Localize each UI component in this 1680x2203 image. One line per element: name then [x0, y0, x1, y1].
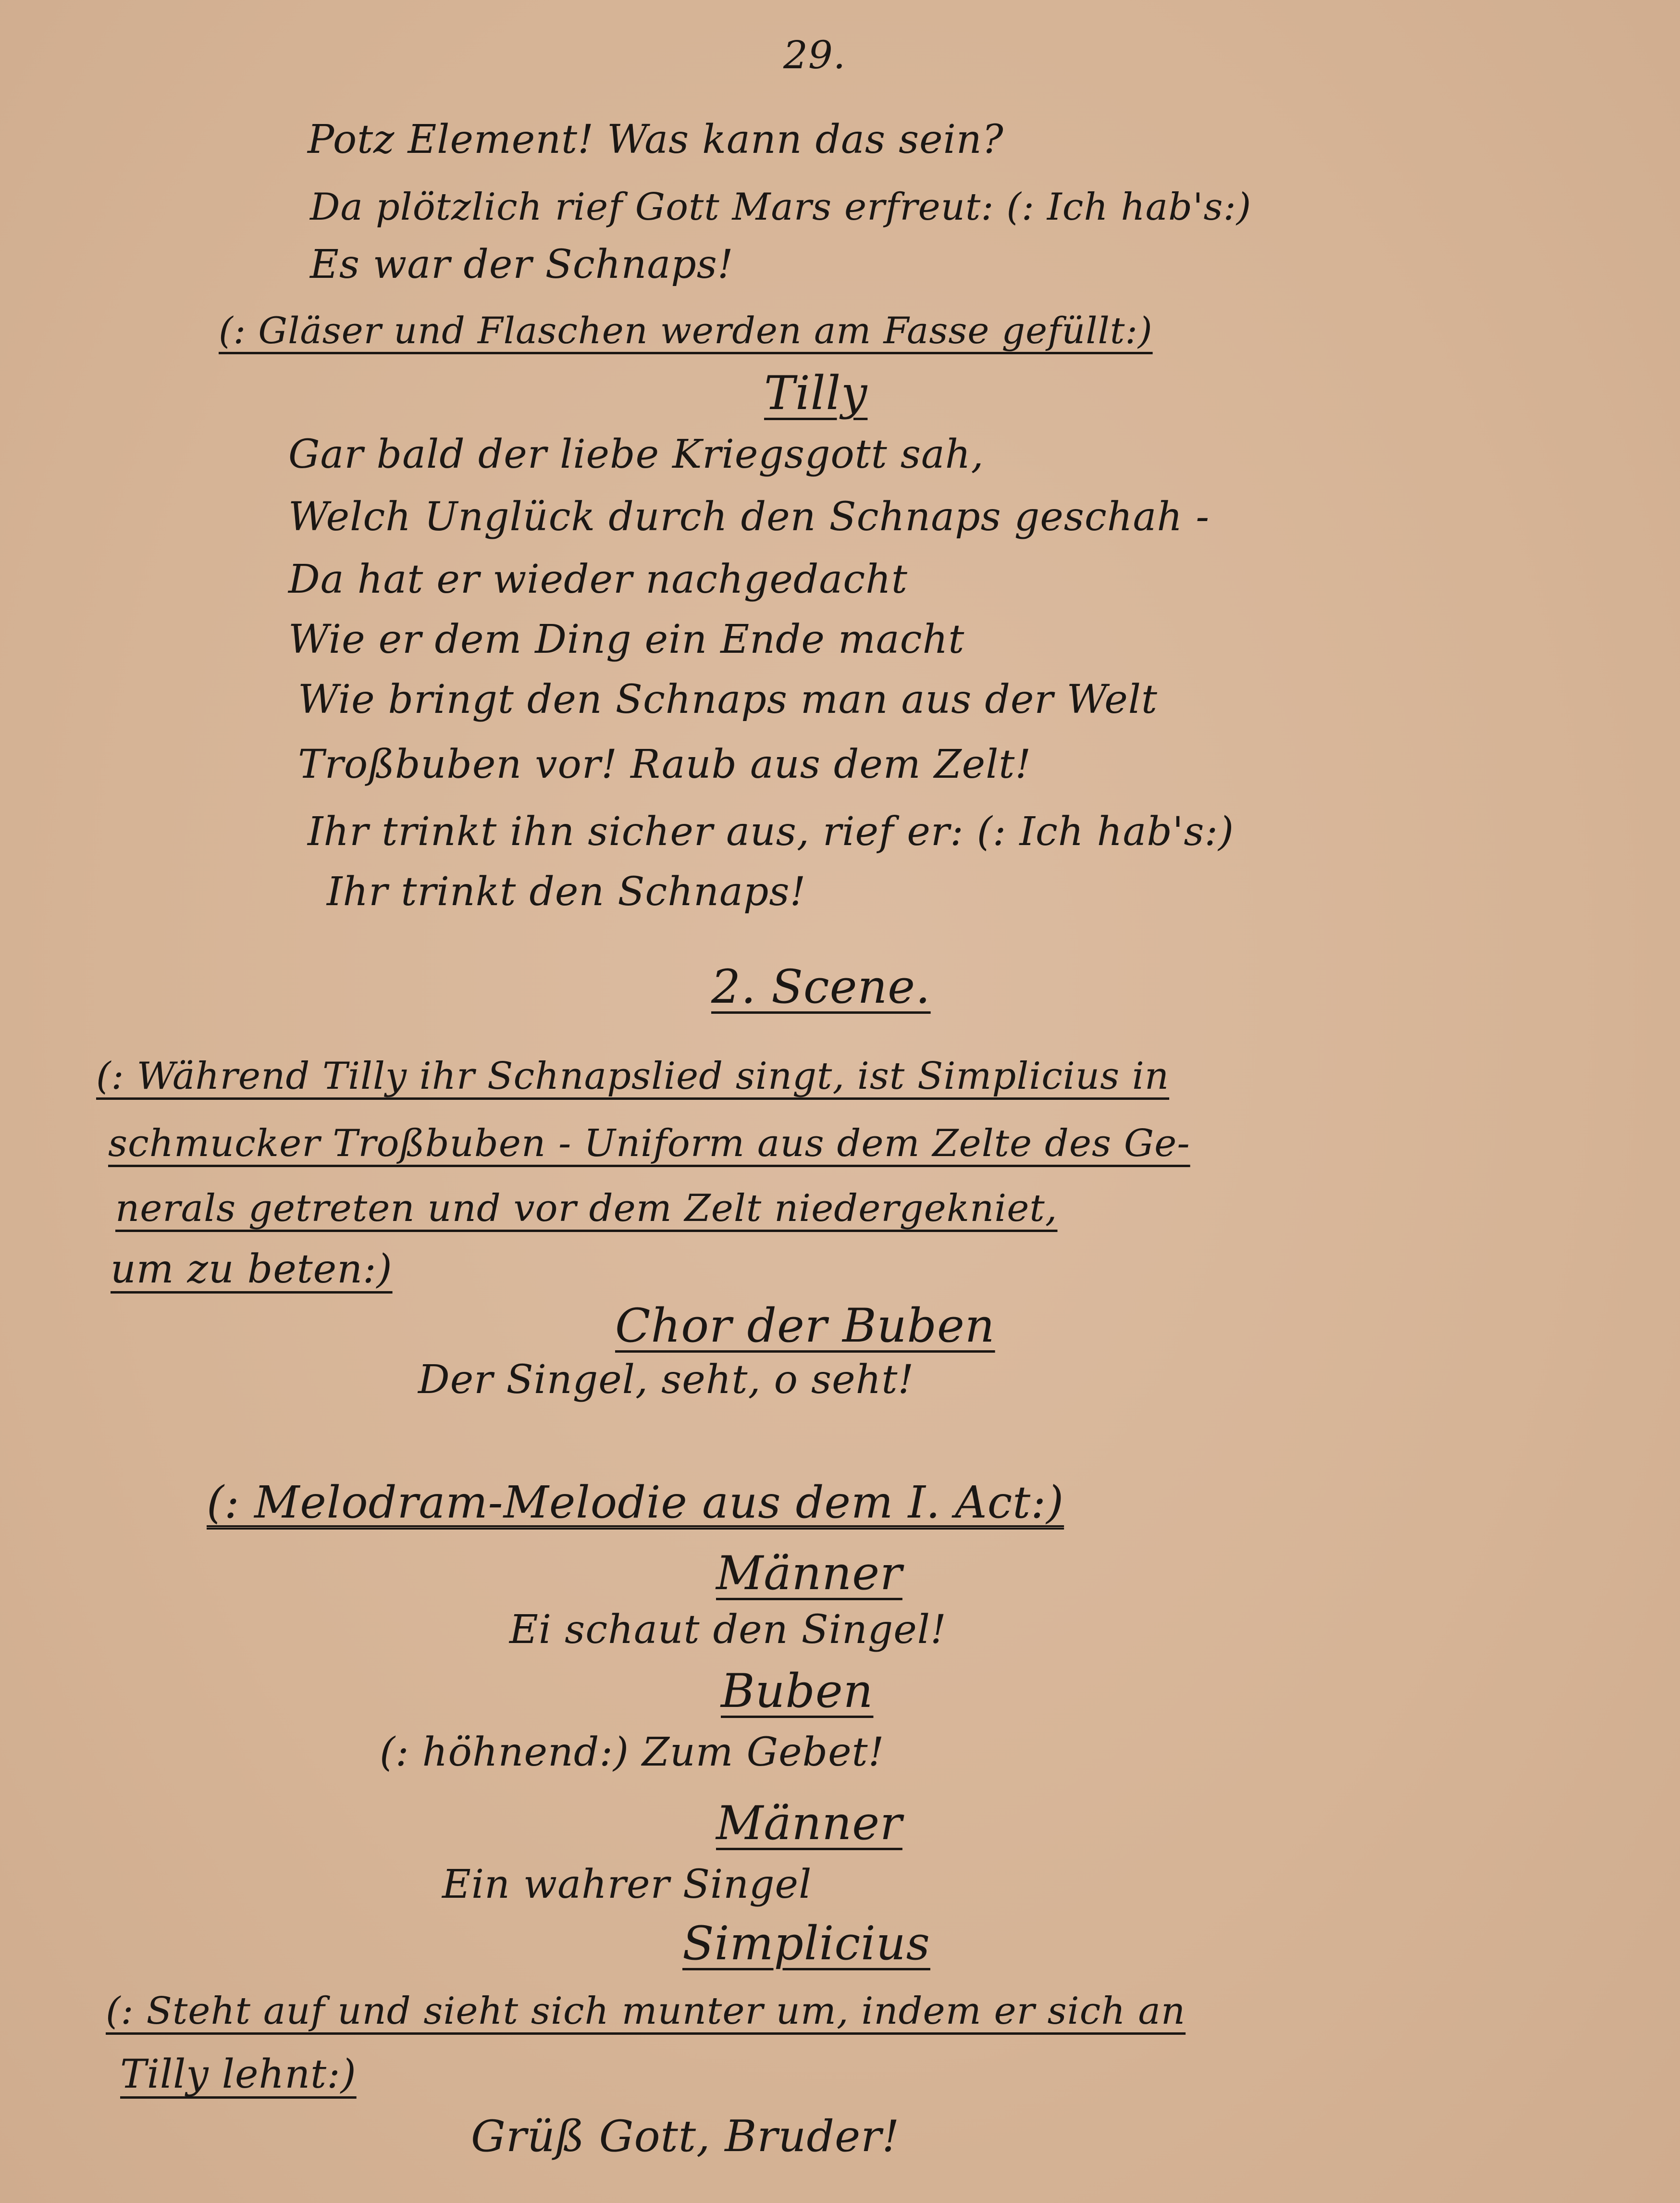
stage-direction: Tilly lehnt:) — [120, 2052, 357, 2097]
song-line: Da hat er wieder nachgedacht — [288, 557, 908, 602]
text-line: Ei schaut den Singel! — [509, 1607, 947, 1653]
stage-direction: um zu beten:) — [111, 1246, 393, 1292]
speaker-name: Männer — [716, 1796, 902, 1850]
song-line: Wie bringt den Schnaps man aus der Welt — [298, 677, 1158, 722]
stage-direction: (: Steht auf und sieht sich munter um, indem er sich an — [106, 1990, 1186, 2033]
stage-direction: schmucker Troßbuben - Uniform aus dem Zelte des Ge- — [108, 1122, 1190, 1165]
text-line: Grüß Gott, Bruder! — [471, 2111, 900, 2162]
text-line: (: höhnend:) Zum Gebet! — [380, 1730, 885, 1775]
song-line: Troßbuben vor! Raub aus dem Zelt! — [298, 742, 1032, 787]
speaker-name: Tilly — [764, 366, 868, 420]
song-line: Ihr trinkt den Schnaps! — [327, 869, 806, 915]
speaker-name: Buben — [721, 1664, 874, 1718]
stage-direction: (: Melodram-Melodie aus dem I. Act:) — [207, 1477, 1064, 1528]
song-line: Wie er dem Ding ein Ende macht — [288, 617, 965, 662]
speaker-name: Männer — [716, 1546, 902, 1600]
song-line: Ihr trinkt ihn sicher aus, rief er: (: Ich hab's:) — [308, 809, 1235, 855]
scene-heading: 2. Scene. — [711, 960, 931, 1014]
text-line: Es war der Schnaps! — [310, 242, 734, 287]
speaker-name: Simplicius — [682, 1917, 930, 1970]
stage-direction: (: Während Tilly ihr Schnapslied singt, ist Simplicius in — [96, 1055, 1170, 1098]
song-line: Welch Unglück durch den Schnaps geschah - — [288, 494, 1210, 540]
speaker-name: Chor der Buben — [615, 1299, 995, 1353]
stage-direction: nerals getreten und vor dem Zelt niedergekniet, — [115, 1187, 1058, 1230]
page-number: 29. — [783, 33, 846, 77]
text-line: Da plötzlich rief Gott Mars erfreut: (: Ich hab's:) — [310, 186, 1252, 229]
text-line: Ein wahrer Singel — [442, 1862, 812, 1907]
text-line: Der Singel, seht, o seht! — [418, 1357, 914, 1403]
text-line: Potz Element! Was kann das sein? — [308, 117, 1004, 162]
stage-direction: (: Gläser und Flaschen werden am Fasse gefüllt:) — [219, 309, 1153, 352]
song-line: Gar bald der liebe Kriegsgott sah, — [288, 432, 984, 477]
